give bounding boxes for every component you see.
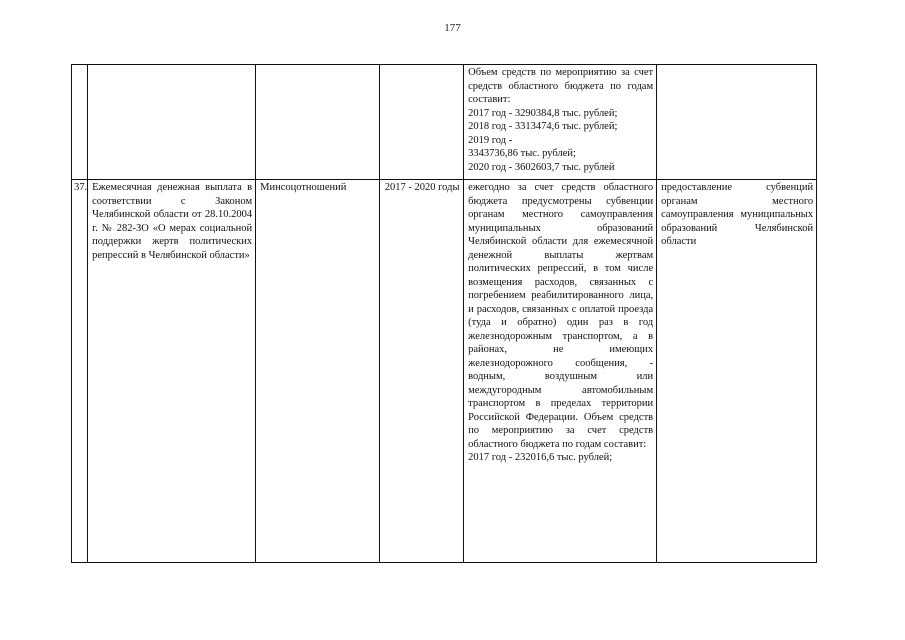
table-row-37	[72, 180, 817, 563]
measures-table	[71, 64, 817, 563]
cell-result	[657, 65, 817, 180]
description-text: ежегодно за счет средств областного бюджета предусмотрены субвенции органам местного самоуправления муниципальных образований Челябинской области для ежемесячной денежной выплаты жертвам политических репрессий, в том числе возмещения расходов, связанных с погребением реабилитированного лица, и расходов, связанных с оплатой проезда (туда и обратно) один раз в год железнодорожным транспортом, а в районах, не имеющих железнодорожного сообщения, - водным, воздушным или междугородным автомобильным транспортом в пределах территории Российской Федерации. Объем средств по мероприятию за счет средств областного бюджета по годам составит:	[468, 182, 654, 450]
executor-text: Минсоцотношений	[256, 180, 380, 563]
budget-intro: Объем средств по мероприятию за счет средств областного бюджета по годам составит:	[468, 67, 654, 105]
row-number: 37.	[72, 180, 88, 563]
budget-line: 2019 год -	[468, 134, 513, 146]
cell-period	[380, 65, 464, 180]
cell-description	[464, 180, 657, 563]
measure-text: Ежемесячная денежная выплата в соответствии с Законом Челябинской области от 28.10.2004 г. № 282-ЗО «О мерах социальной поддержки жертв политических репрессий в Челябинской области»	[88, 180, 256, 563]
page-number: 177	[444, 22, 461, 34]
budget-line: 2017 год - 232016,6 тыс. рублей;	[468, 452, 613, 463]
period-text: 2017 - 2020 годы	[380, 180, 464, 563]
budget-line: 2018 год - 3313474,6 тыс. рублей;	[468, 121, 618, 132]
budget-line: 3343736,86 тыс. рублей;	[468, 148, 576, 159]
table-row-continuation	[72, 65, 817, 180]
budget-line: 2017 год - 3290384,8 тыс. рублей;	[468, 107, 618, 119]
cell-measure	[88, 65, 256, 180]
cell-executor	[256, 65, 380, 180]
budget-line: 2020 год - 3602603,7 тыс. рублей	[468, 161, 615, 173]
result-text: предоставление субвенций органам местного самоуправления муниципальных образований Челябинской области	[657, 180, 817, 563]
cell-number	[72, 65, 88, 180]
cell-description	[464, 65, 657, 180]
